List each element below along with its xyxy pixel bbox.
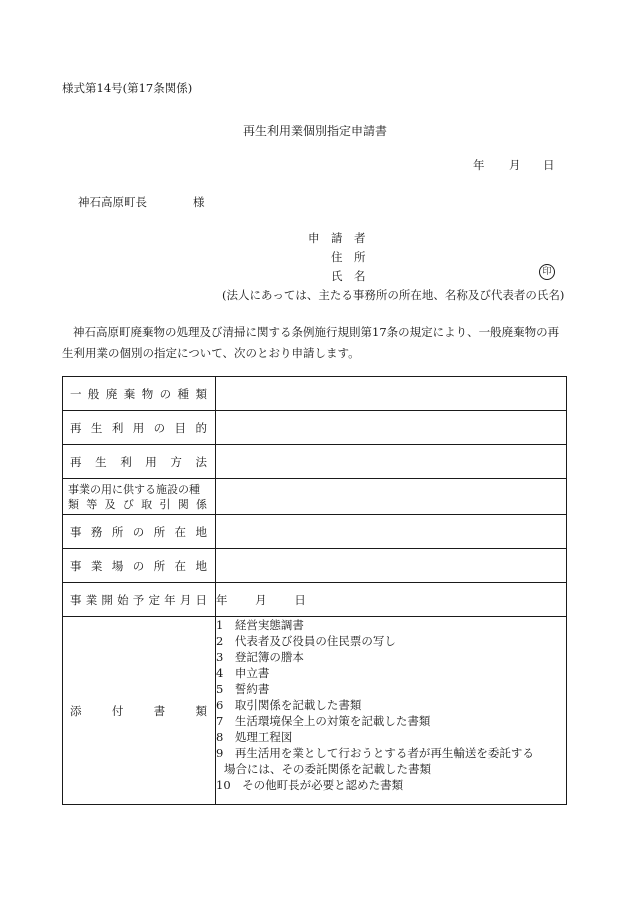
- label-char: 地: [195, 524, 207, 539]
- label-char: 類: [195, 703, 207, 718]
- list-item: 9 再生活用を業として行おうとする者が再生輸送を委託する: [216, 746, 534, 760]
- label-char: 開: [101, 592, 113, 607]
- list-item: 10 その他町長が必要と認めた書類: [216, 778, 404, 792]
- start-month-label: 月: [255, 592, 267, 607]
- label-char: 年: [164, 592, 176, 607]
- label-char: 的: [195, 420, 207, 435]
- document-title: 再生利用業個別指定申請書: [242, 124, 387, 138]
- label-char: 棄: [123, 386, 136, 401]
- date-month-label: 月: [509, 158, 521, 172]
- label-char: 取: [141, 497, 153, 511]
- label-char: 生: [95, 454, 107, 469]
- attachments-list: [216, 617, 567, 805]
- purpose-field[interactable]: [216, 411, 567, 445]
- label-char: 書: [153, 703, 166, 718]
- table-row: [63, 377, 567, 411]
- label-char: 利: [120, 454, 132, 469]
- label-char: 場: [111, 558, 124, 573]
- label-char: 類: [195, 386, 207, 401]
- label-char: び: [122, 497, 134, 511]
- list-item: 場合には、その委託関係を記載した書類: [224, 762, 431, 776]
- table-row: [63, 583, 567, 617]
- purpose-label: [63, 420, 215, 436]
- start-date-label: [63, 592, 215, 608]
- list-item: 7 生活環境保全上の対策を記載した書類: [216, 714, 431, 728]
- waste-type-label: [63, 386, 215, 402]
- label-char: 所: [111, 524, 124, 539]
- office-location-label: [63, 524, 215, 540]
- label-char: 業: [85, 592, 98, 607]
- label-char: 物: [141, 386, 154, 401]
- table-row: [63, 479, 567, 515]
- applicant-name-label: 氏 名: [331, 269, 366, 283]
- label-char: 月: [179, 592, 192, 607]
- addressee-honorific: 様: [193, 195, 205, 209]
- label-char: 係: [195, 497, 207, 511]
- label-char: 付: [111, 703, 124, 718]
- label-char: 種: [177, 386, 190, 401]
- date-day-label: 日: [543, 158, 555, 172]
- label-cell: [63, 617, 216, 805]
- label-char: 等: [86, 497, 98, 511]
- applicant-address-label: 住 所: [331, 250, 366, 264]
- label-char: 法: [195, 454, 207, 469]
- label-char: 関: [177, 497, 189, 511]
- label-char: 在: [174, 558, 187, 573]
- label-char: 利: [111, 420, 124, 435]
- label-char: の: [159, 386, 172, 401]
- label-char: 用: [145, 454, 157, 469]
- start-day-label: 日: [294, 592, 306, 607]
- method-field[interactable]: [216, 445, 567, 479]
- label-char: 務: [90, 524, 103, 539]
- attachments-label: [63, 703, 215, 719]
- label-char: 引: [159, 497, 171, 511]
- label-cell: [63, 515, 216, 549]
- label-char: 日: [195, 592, 207, 607]
- table-row: [63, 411, 567, 445]
- office-location-field[interactable]: [216, 515, 567, 549]
- site-location-label: [63, 558, 215, 574]
- start-date-field[interactable]: [216, 583, 567, 617]
- list-item: 5 誓約書: [216, 682, 270, 696]
- label-char: 事: [70, 592, 82, 607]
- application-statement: 神石高原町廃棄物の処理及び清掃に関する条例施行規則第17条の規定により、一般廃棄物の再生利用業の個別の指定について、次のとおり申請します。: [62, 325, 560, 360]
- label-char: 再: [70, 454, 82, 469]
- list-item: 1 経営実態調書: [216, 618, 304, 632]
- label-cell: [63, 445, 216, 479]
- corporate-note: (法人にあっては、主たる事務所の所在地、名称及び代表者の氏名): [222, 288, 565, 302]
- date-year-label: 年: [473, 158, 485, 172]
- label-char: 添: [70, 703, 82, 718]
- list-item: 2 代表者及び役員の住民票の写し: [216, 634, 396, 648]
- label-char: の: [132, 558, 145, 573]
- label-cell: [63, 479, 216, 515]
- facility-label: [63, 482, 215, 512]
- label-char: 所: [153, 524, 166, 539]
- label-char: の: [153, 420, 166, 435]
- label-char: 廃: [105, 386, 118, 401]
- form-number: 様式第14号(第17条関係): [62, 81, 193, 95]
- addressee: 神石高原町長: [78, 195, 147, 209]
- label-char: 事: [70, 524, 82, 539]
- table-row: [63, 549, 567, 583]
- list-item: 3 登記簿の謄本: [216, 650, 304, 664]
- waste-type-field[interactable]: [216, 377, 567, 411]
- label-cell: [63, 411, 216, 445]
- label-cell: [63, 549, 216, 583]
- table-row: [63, 617, 567, 805]
- label-cell: [63, 583, 216, 617]
- label-char: 地: [195, 558, 207, 573]
- method-label: [63, 454, 215, 470]
- label-char: 再: [70, 420, 82, 435]
- label-char: 類: [68, 497, 79, 511]
- facility-label-line1: 事業の用に供する施設の種: [68, 482, 200, 496]
- label-char: 一: [70, 386, 82, 401]
- table-row: [63, 445, 567, 479]
- label-char: 在: [174, 524, 187, 539]
- label-char: 及: [104, 497, 116, 511]
- list-item: 4 申立書: [216, 666, 270, 680]
- label-char: 所: [153, 558, 166, 573]
- site-location-field[interactable]: [216, 549, 567, 583]
- list-item: 6 取引関係を記載した書類: [216, 698, 362, 712]
- label-char: 定: [148, 592, 160, 607]
- label-char: 用: [132, 420, 145, 435]
- facility-field[interactable]: [216, 479, 567, 515]
- label-char: 生: [90, 420, 103, 435]
- label-char: 業: [90, 558, 103, 573]
- seal-mark: 印: [539, 264, 555, 280]
- application-table: [62, 376, 567, 805]
- label-char: 始: [117, 592, 129, 607]
- list-item: 8 処理工程図: [216, 730, 293, 744]
- start-year-label: 年: [216, 592, 228, 607]
- label-char: 般: [87, 386, 100, 401]
- label-cell: [63, 377, 216, 411]
- label-char: 目: [174, 420, 187, 435]
- label-char: 事: [70, 558, 82, 573]
- applicant-label: 申 請 者: [308, 231, 366, 245]
- label-char: 予: [132, 592, 145, 607]
- facility-label-line2: [68, 497, 209, 512]
- label-char: の: [132, 524, 145, 539]
- label-char: 方: [170, 454, 182, 469]
- table-row: [63, 515, 567, 549]
